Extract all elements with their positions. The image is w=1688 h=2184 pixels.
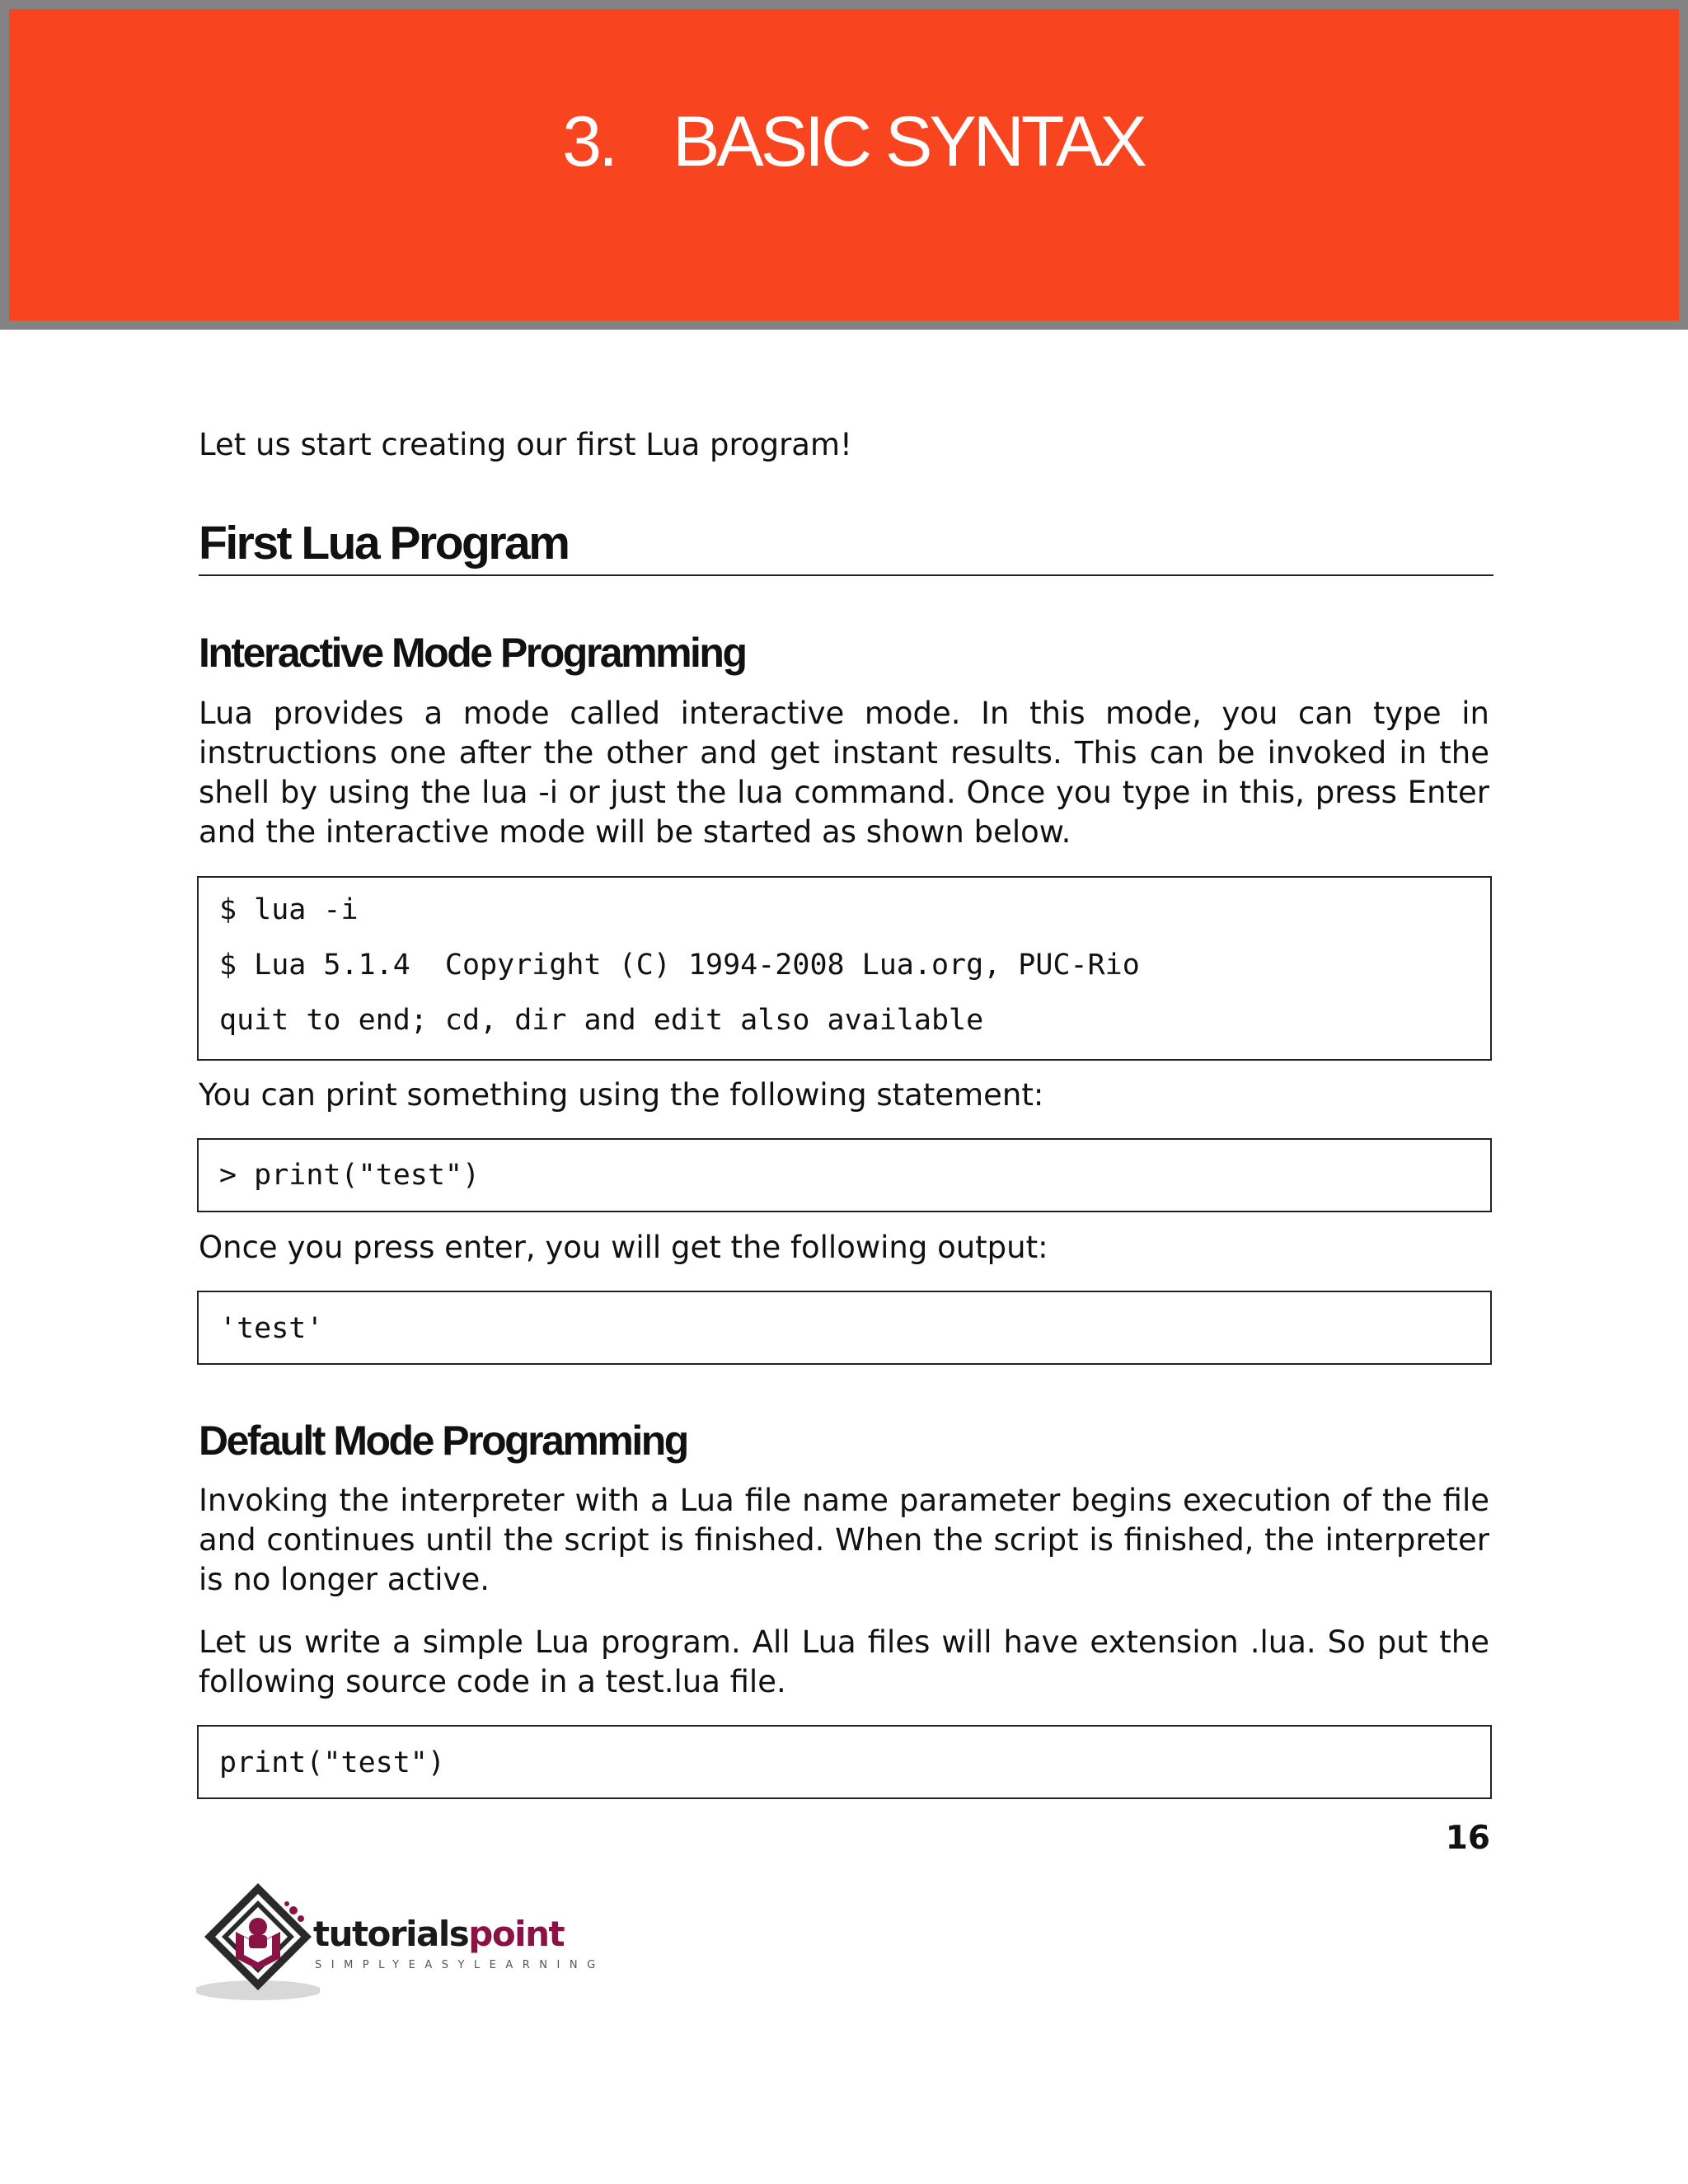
code-line: quit to end; cd, dir and edit also available <box>219 1004 984 1037</box>
section-title-rule <box>199 574 1493 576</box>
default-mode-paragraph-1: Invoking the interpreter with a Lua file name parameter begins execution of the file and continues until the script is finished. When the script is finished, the interpreter is no longer active. <box>199 1483 1489 1597</box>
page-number: 16 <box>1445 1820 1490 1857</box>
interactive-mode-heading: Interactive Mode Programming <box>199 630 746 676</box>
code-line: $ Lua 5.1.4 Copyright (C) 1994-2008 Lua.org, PUC-Rio <box>219 949 1140 982</box>
logo-mark-icon <box>196 1879 320 2003</box>
tutorialspoint-logo <box>196 1879 608 2003</box>
default-mode-heading: Default Mode Programming <box>199 1418 687 1464</box>
code-line: 'test' <box>219 1312 324 1345</box>
chapter-number: 3. <box>562 102 616 181</box>
interactive-mode-paragraph: Lua provides a mode called interactive mode. In this mode, you can type in instructions one after the other and get instant results. This can be invoked in the shell by using the lua -i or just the lua command. Once you type in this, press Enter and the interactive mode will be started as shown below. <box>199 696 1489 850</box>
print-code-block <box>197 1138 1492 1212</box>
chapter-banner <box>0 0 1688 330</box>
chapter-title <box>9 96 1688 187</box>
output-paragraph: Once you press enter, you will get the following output: <box>199 1230 1048 1265</box>
interactive-code-block <box>197 876 1492 1061</box>
code-line: print("test") <box>219 1746 445 1779</box>
chapter-title-text: BASIC SYNTAX <box>673 102 1144 181</box>
source-code-block <box>197 1725 1492 1799</box>
print-statement-paragraph: You can print something using the following statement: <box>199 1077 1044 1113</box>
logo-tagline: SIMPLYEASYLEARNING <box>315 1959 605 1971</box>
code-line: > print("test") <box>219 1159 481 1192</box>
output-code-block <box>197 1291 1492 1365</box>
code-line: $ lua -i <box>219 893 359 926</box>
logo-wordmark: tutorialspoint <box>313 1914 565 1954</box>
default-mode-paragraph-2: Let us write a simple Lua program. All Lua files will have extension .lua. So put the following source code in a test.lua file. <box>199 1624 1489 1699</box>
section-title: First Lua Program <box>199 517 569 569</box>
intro-paragraph: Let us start creating our first Lua program! <box>199 427 852 462</box>
